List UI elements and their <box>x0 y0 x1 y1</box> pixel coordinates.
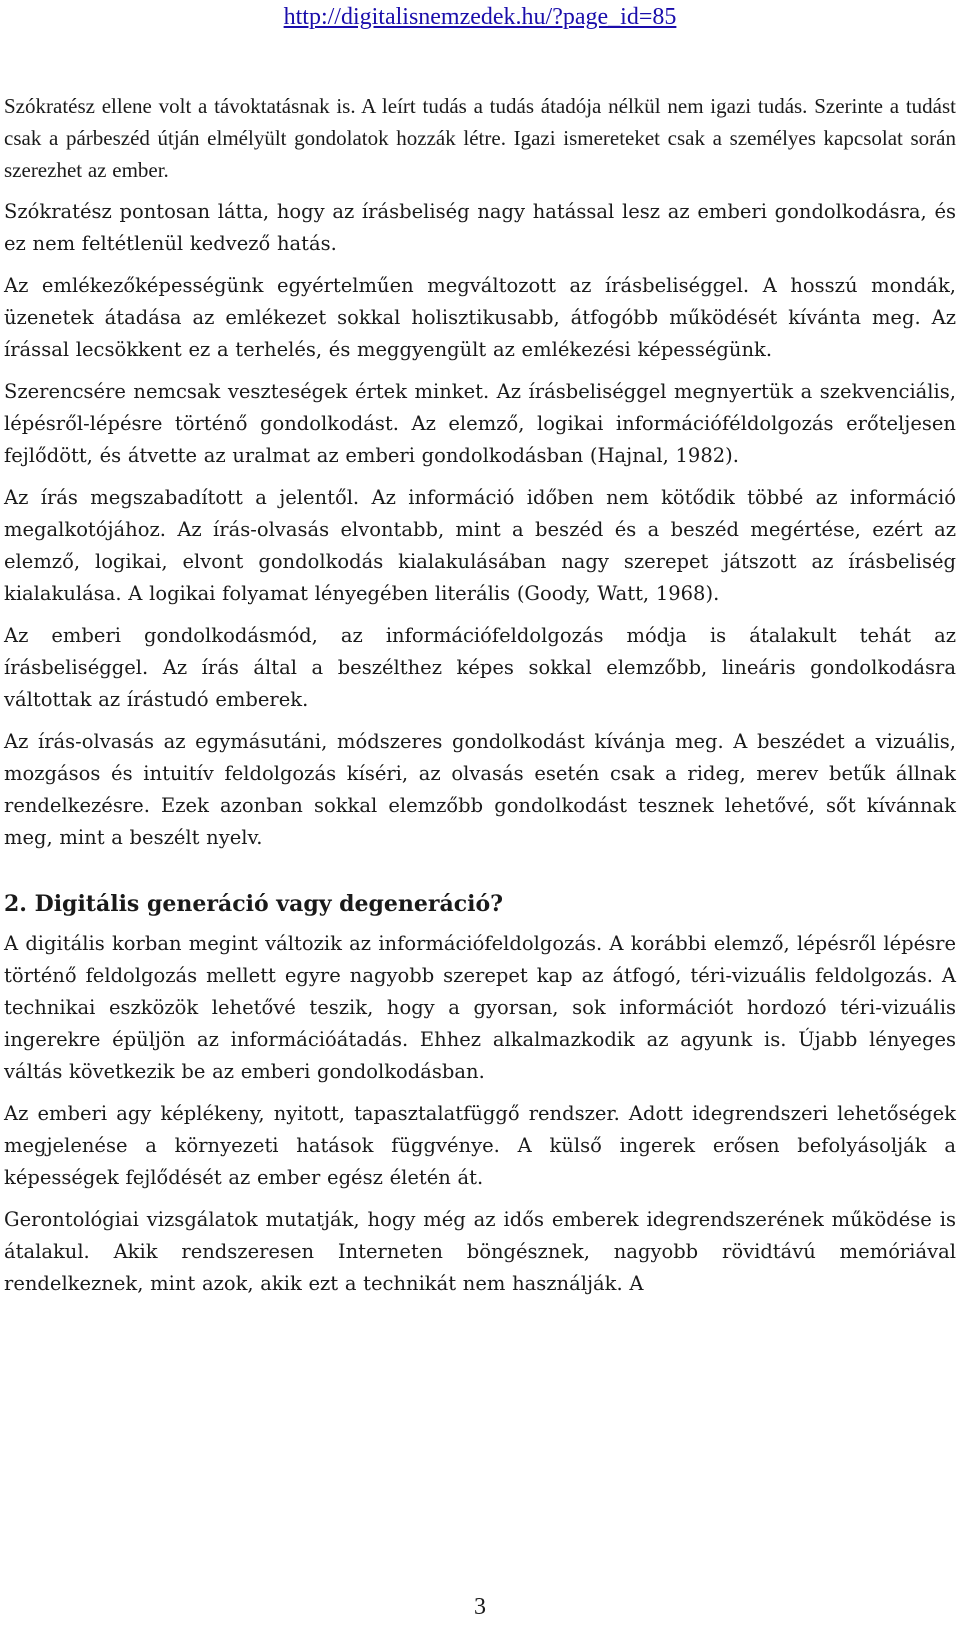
section-paragraph-2: Az emberi agy képlékeny, nyitott, tapasztalatfüggő rendszer. Adott idegrendszeri lehetőségek megjelenése a környezeti hatások függvénye. A külső ingerek erősen befolyásolják a képességek fejlődését az ember egész életén át. <box>4 1102 956 1189</box>
page-number: 3 <box>474 1594 486 1620</box>
paragraph-4: Szerencsére nemcsak veszteségek értek minket. Az írásbeliséggel megnyertük a szekvenciális, lépésről-lépésre történő gondolkodást. Az elemző, logikai információféldolgozás erőteljesen fejlődött, és átvette az uralmat az emberi gondolkodásban (Hajnal, 1982). <box>4 380 956 467</box>
paragraph-2: Szókratész pontosan látta, hogy az írásbeliség nagy hatással lesz az emberi gondolkodásra, és ez nem feltétlenül kedvező hatás. <box>4 200 956 255</box>
paragraph-1: Szókratész ellene volt a távoktatásnak is. A leírt tudás a tudás átadója nélkül nem igazi tudás. Szerinte a tudást csak a párbeszéd útján elmélyült gondolatok hozzák létre. Igazi ismereteket csak a személyes kapcsolat során szerezhet az ember. <box>4 94 956 182</box>
paragraph-3: Az emlékezőképességünk egyértelműen megváltozott az írásbeliséggel. A hosszú mondák, üzenetek átadása az emlékezet sokkal holisztikusabb, átfogóbb működését kívánta meg. Az írással lecsökkent ez a terhelés, és meggyengült az emlékezési képességünk. <box>4 274 956 361</box>
header-url-link[interactable]: http://digitalisnemzedek.hu/?page_id=85 <box>283 4 677 30</box>
section-paragraph-3: Gerontológiai vizsgálatok mutatják, hogy még az idős emberek idegrendszerének működése is átalakul. Akik rendszeresen Interneten böngésznek, nagyobb rövidtávú memóriával rendelkeznek, mint azok, akik ezt a technikát nem használják. A <box>4 1208 956 1295</box>
document-body <box>4 90 956 1310</box>
paragraph-7: Az írás-olvasás az egymásutáni, módszeres gondolkodást kívánja meg. A beszédet a vizuális, mozgásos és intuitív feldolgozás kíséri, az olvasás esetén csak a rideg, merev betűk állnak rendelkezésre. Ezek azonban sokkal elemzőbb gondolkodást tesznek lehetővé, sőt kívánnak meg, mint a beszélt nyelv. <box>4 730 956 849</box>
paragraph-6: Az emberi gondolkodásmód, az információfeldolgozás módja is átalakult tehát az írásbeliséggel. Az írás által a beszélthez képes sokkal elemzőbb, lineáris gondolkodásra váltottak az írástudó emberek. <box>4 624 956 711</box>
section-paragraph-1: A digitális korban megint változik az információfeldolgozás. A korábbi elemző, lépésről lépésre történő feldolgozás mellett egyre nagyobb szerepet kap az átfogó, téri-vizuális feldolgozás. A technikai eszközök lehetővé teszik, hogy a gyorsan, sok információt hordozó téri-vizuális ingerekre épüljön az információátadás. Ehhez alkalmazkodik az agyunk is. Újabb lényeges váltás következik be az emberi gondolkodásban. <box>4 932 956 1083</box>
paragraph-5: Az írás megszabadított a jelentől. Az információ időben nem kötődik többé az információ megalkotójához. Az írás-olvasás elvontabb, mint a beszéd és a beszéd megértése, ezért az elemző, logikai, elvont gondolkodás kialakulásában nagy szerepet játszott az írásbeliség kialakulása. A logikai folyamat lényegében literális (Goody, Watt, 1968). <box>4 486 956 605</box>
section-heading: 2. Digitális generáció vagy degeneráció? <box>4 891 504 917</box>
